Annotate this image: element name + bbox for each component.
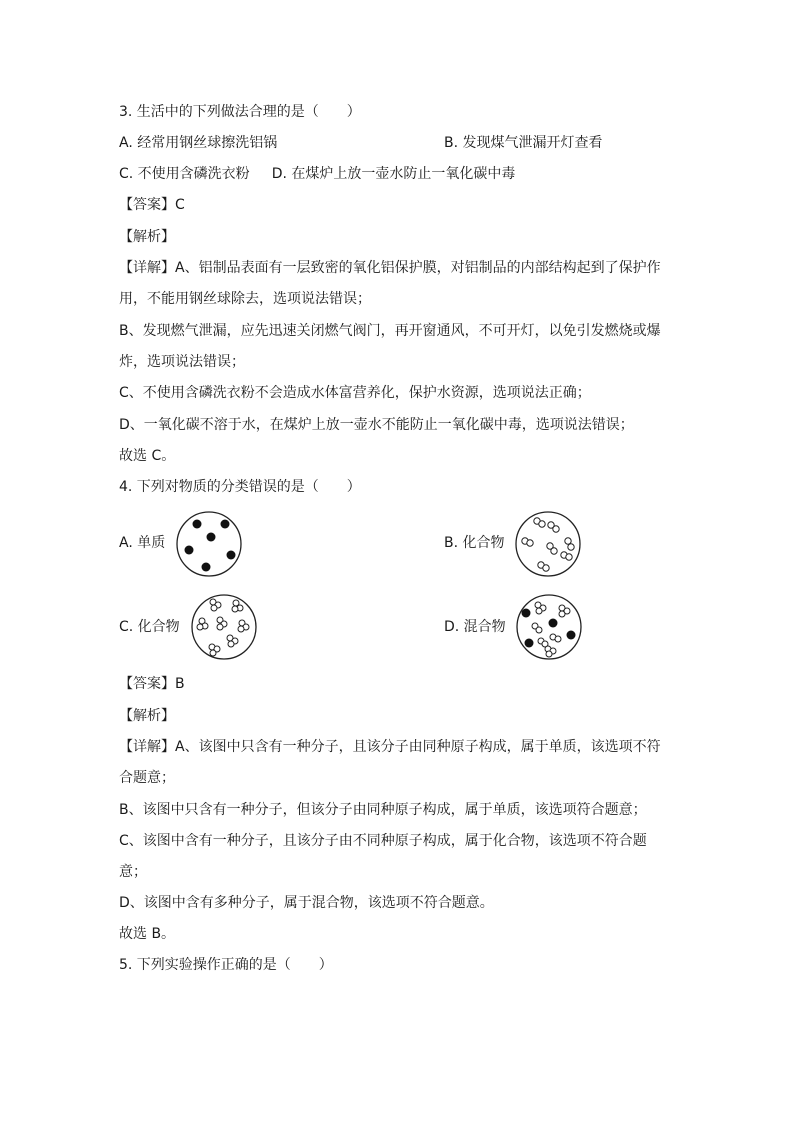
q5-stem: 5. 下列实验操作正确的是（ ） [119,957,333,973]
q3-conclusion: 故选 C。 [119,448,176,464]
q4-detail-line-5: 意； [119,864,147,880]
q3-detail-line-5: C、不使用含磷洗衣粉不会造成水体富营养化，保护水资源，选项说法正确； [119,385,591,401]
q3-options-cd [119,164,515,184]
q3-analysis-heading: 【解析】 [119,229,175,245]
q4-stem: 4. 下列对物质的分类错误的是（ ） [119,479,361,495]
q3-detail-line-2: 用，不能用钢丝球除去，选项说法错误； [119,291,371,307]
particle-diagram-mixture [515,593,583,661]
q4-option-d-diagram [515,593,583,661]
particle-diagram-compound-molecules [190,593,258,661]
q3-option-a: A. 经常用钢丝球擦洗铝锅 [119,135,278,151]
q4-detail-line-6: D、该图中含有多种分子，属于混合物，该选项不符合题意。 [119,895,494,911]
q4-answer: 【答案】B [119,676,185,692]
q3-detail-line-3: B、发现燃气泄漏，应先迅速关闭燃气阀门，再开窗通风，不可开灯，以免引发燃烧或爆 [119,323,661,339]
q3-detail-line-4: 炸，选项说法错误； [119,354,245,370]
q4-detail-line-4: C、该图中含有一种分子，且该分子由不同种原子构成，属于化合物，该选项不符合题 [119,833,647,849]
q3-answer: 【答案】C [119,197,185,213]
q4-option-c-diagram [190,593,258,661]
q4-option-c-label: C. 化合物 [119,619,180,635]
q4-detail-line-1: 【详解】A、该图中只含有一种分子，且该分子由同种原子构成，属于单质，该选项不符 [119,739,661,755]
particle-diagram-single-element [175,510,243,578]
q4-option-a-label: A. 单质 [119,535,166,551]
q3-option-b: B. 发现煤气泄漏开灯查看 [444,135,603,151]
q4-option-b-diagram [514,510,582,578]
q3-stem: 3. 生活中的下列做法合理的是（ ） [119,104,361,120]
q4-option-a-diagram [175,510,243,578]
q4-option-b-label: B. 化合物 [444,535,505,551]
q3-detail-line-6: D、一氧化碳不溶于水，在煤炉上放一壶水不能防止一氧化碳中毒，选项说法错误； [119,417,634,433]
particle-diagram-diatomic-molecules [514,510,582,578]
q4-option-d-label: D. 混合物 [444,619,506,635]
q4-detail-line-3: B、该图中只含有一种分子，但该分子由同种原子构成，属于单质，该选项符合题意； [119,802,647,818]
q3-detail-line-1: 【详解】A、铝制品表面有一层致密的氧化铝保护膜，对铝制品的内部结构起到了保护作 [119,260,661,276]
q3-option-c: C. 不使用含磷洗衣粉 [119,166,250,182]
q4-detail-line-2: 合题意； [119,770,175,786]
q4-analysis-heading: 【解析】 [119,708,175,724]
q4-conclusion: 故选 B。 [119,926,176,942]
q3-option-d: D. 在煤炉上放一壶水防止一氧化碳中毒 [271,166,516,182]
